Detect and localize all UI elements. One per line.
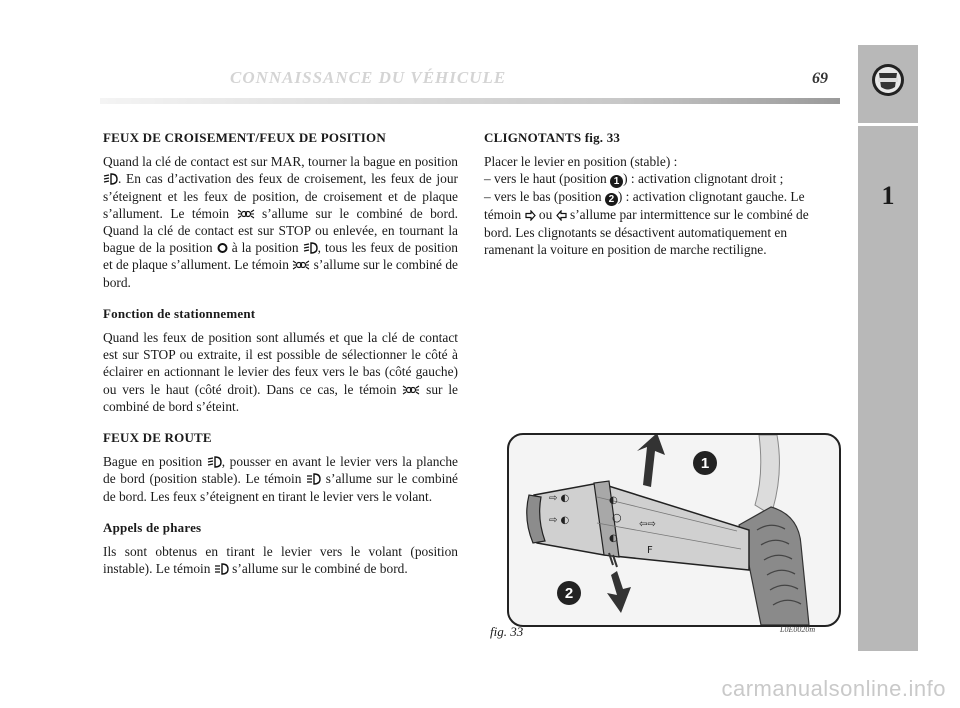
figure-caption: fig. 33 xyxy=(490,624,524,639)
lever-illustration xyxy=(509,435,839,625)
page-number: 69 xyxy=(812,70,828,87)
right-indicator-icon xyxy=(525,210,536,221)
position-lights-icon xyxy=(237,208,255,220)
svg-text:○: ○ xyxy=(612,511,622,524)
watermark-text: carmanualsonline.info xyxy=(721,676,946,701)
section-title-flash: Appels de phares xyxy=(103,519,202,535)
paragraph-parking: Quand les feux de position sont allumés et que la clé de contact est sur STOP ou extraite, il est possible de sélectionner le côté à éclairer en actionnant le levier des feux vers le bas (côté gauche) ou vers le haut (côté droit). Dans ce cas, le témoin sur le combiné de bord s’éteint. xyxy=(103,330,458,414)
figure-33 xyxy=(507,433,841,627)
left-column xyxy=(103,129,458,591)
page-header-title: CONNAISSANCE DU VÉHICULE xyxy=(230,68,507,87)
svg-text:⇦⇨: ⇦⇨ xyxy=(639,519,656,530)
position-1-badge: 1 xyxy=(610,175,623,188)
paragraph-low-beam: Quand la clé de contact est sur MAR, tourner la bague en position . En cas d’activation des feux de croisement, les feux de jour s’éteignent et les feux de position, de croisement et de plaque s’allument. Le témoin s’allume sur le combiné de bord. Quand la clé de contact est sur STOP ou enlevée, en tournant la bague de la position à la position , tous les feux de position et de plaque s’allument. Le témoin s’allume sur le combiné de bord. xyxy=(103,154,458,290)
position-lights-icon xyxy=(402,384,420,396)
low-beam-icon xyxy=(303,242,318,254)
svg-text:◐: ◐ xyxy=(609,495,618,506)
off-position-icon xyxy=(217,242,228,254)
svg-text:F: F xyxy=(647,545,653,556)
low-beam-icon xyxy=(207,456,222,468)
paragraph-flash: Ils sont obtenus en tirant le levier vers le volant (position instable). Le témoin s’allume sur le combiné de bord. xyxy=(103,544,458,577)
section-title-parking: Fonction de stationnement xyxy=(103,305,256,321)
section-title-low-beam: FEUX DE CROISEMENT/FEUX DE POSITION xyxy=(103,130,386,145)
figure-code: L0E0020m xyxy=(780,625,816,634)
position-lights-icon xyxy=(292,259,310,271)
right-column xyxy=(484,129,839,272)
lancia-logo-icon xyxy=(871,63,905,97)
paragraph-indicators: Placer le levier en position (stable) : – vers le haut (position 1 ) : activation clignotant droit ; – vers le bas (position 2 ) : activation clignotant gauche. Le témoin ou s’allume par intermittence sur le combiné de bord. Les clignotants se désactivent automatiquement en ramenant la voiture en position de marche rectiligne. xyxy=(484,154,809,257)
callout-1: 1 xyxy=(700,455,710,472)
svg-text:⇨ ◐: ⇨ ◐ xyxy=(549,515,570,526)
position-2-badge: 2 xyxy=(605,193,618,206)
section-title-high-beam: FEUX DE ROUTE xyxy=(103,430,212,446)
left-indicator-icon xyxy=(556,210,567,221)
tab-divider xyxy=(858,123,918,126)
paragraph-high-beam: Bague en position , pousser en avant le levier vers la planche de bord (position stable). Le témoin s’allume sur le combiné de bord. Les feux s’éteignent en tirant le levier vers le volant. xyxy=(103,454,458,504)
chapter-tab xyxy=(858,45,918,651)
chapter-number: 1 xyxy=(881,181,895,210)
header-rule xyxy=(100,98,840,104)
section-title-indicators: CLIGNOTANTS fig. 33 xyxy=(484,130,621,145)
high-beam-icon xyxy=(306,473,321,485)
low-beam-icon xyxy=(103,173,118,185)
svg-text:◐: ◐ xyxy=(609,533,618,544)
callout-2: 2 xyxy=(564,585,574,602)
svg-text:⇨ ◐: ⇨ ◐ xyxy=(549,493,570,504)
high-beam-icon xyxy=(214,563,229,575)
